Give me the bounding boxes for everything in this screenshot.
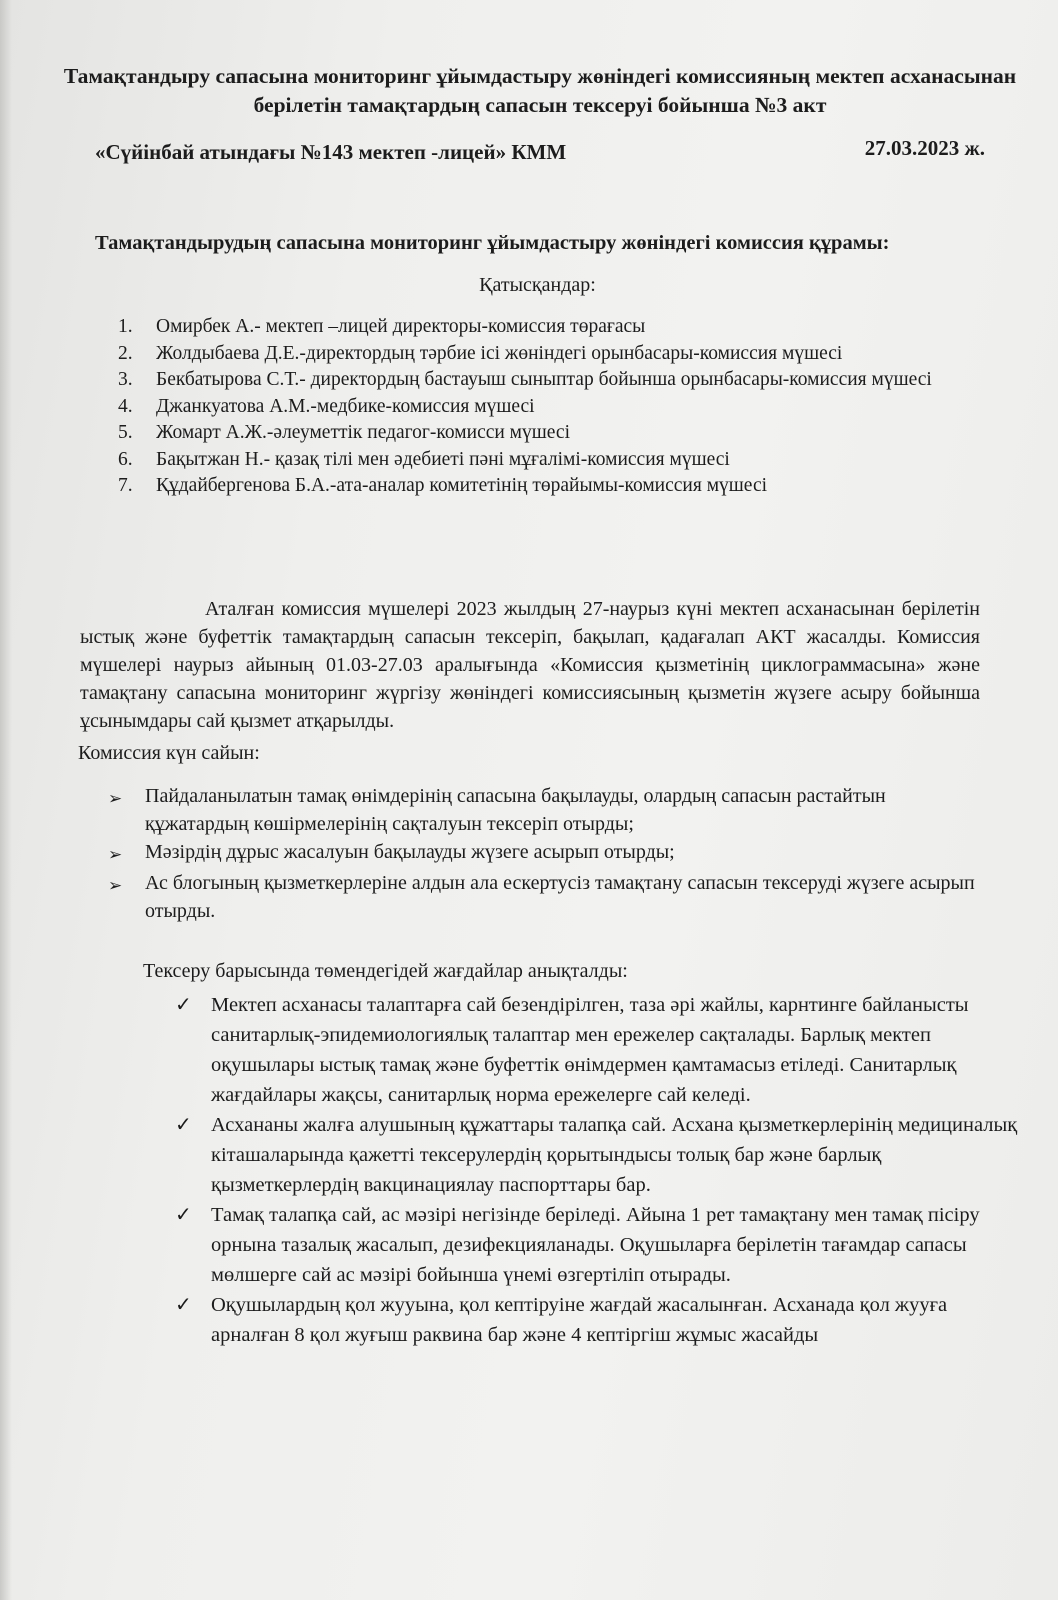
checkmark-icon: ✓	[175, 994, 192, 1016]
arrow-bullet-icon: ➢	[108, 876, 123, 895]
finding-item	[175, 1110, 1020, 1200]
member-number: 5.	[118, 422, 133, 443]
daily-task-item	[108, 782, 988, 838]
member-text: Омирбек А.- мектеп –лицей директоры-комиссия төрағасы	[156, 316, 646, 337]
organization-name: «Сүйінбай атындағы №143 мектеп -лицей» КММ	[95, 140, 567, 164]
main-paragraph: Аталған комиссия мүшелері 2023 жылдың 27-наурыз күні мектеп асханасынан берілетін ыстық және буфеттік тамақтардың сапасын тексеріп, бақылап, қадағалап АКТ жасалды. Комиссия мүшелері наурыз айының 01.03-27.03 аралығында «Комиссия қызметінің циклограммасына» және тамақтану сапасына мониторинг жүргізу жөніндегі комиссиясының қызметін жүзеге асыру бойынша ұсынымдары сай қызмет атқарылды.	[80, 598, 980, 732]
member-number: 2.	[118, 342, 133, 364]
member-text: Бақытжан Н.- қазақ тілі мен әдебиеті пәні мұғалімі-комиссия мүшесі	[156, 448, 730, 470]
participants-label: Қатысқандар:	[479, 274, 596, 296]
arrow-bullet-icon: ➢	[108, 845, 123, 864]
checkmark-icon: ✓	[175, 1114, 192, 1136]
daily-task-text: Пайдаланылатын тамақ өнімдерінің сапасына бақылауды, олардың сапасын растайтын құжатардың көшірмелерінің сақталуын тексеріп отырды;	[145, 785, 886, 835]
daily-tasks-list	[108, 782, 988, 925]
member-text: Жолдыбаева Д.Е.-директордың тәрбие ісі жөніндегі орынбасары-комиссия мүшесі	[156, 342, 843, 364]
member-item	[118, 367, 978, 394]
member-number: 6.	[118, 448, 133, 470]
finding-item	[175, 1290, 1020, 1350]
checkmark-icon: ✓	[175, 1294, 192, 1316]
daily-task-item	[108, 838, 988, 869]
document-title: Тамақтандыру сапасына мониторинг ұйымдастыру жөніндегі комиссияның мектеп асханасынан берілетін тамақтардың сапасын тексеруі бойынша №3 акт	[63, 64, 1017, 117]
member-item	[118, 394, 978, 421]
document-date: 27.03.2023 ж.	[864, 136, 985, 160]
member-number: 7.	[118, 475, 133, 496]
findings-list	[175, 990, 1020, 1350]
member-item	[118, 341, 978, 368]
daily-task-item	[108, 869, 988, 925]
arrow-bullet-icon: ➢	[108, 789, 123, 808]
member-item	[118, 314, 978, 341]
member-text: Джанкуатова А.М.-медбике-комиссия мүшесі	[156, 395, 535, 417]
member-text: Жомарт А.Ж.-әлеуметтік педагог-комисси мүшесі	[156, 422, 571, 443]
daily-task-text: Ас блогының қызметкерлеріне алдын ала ескертусіз тамақтану сапасын тексеруді жүзеге асырып отырды.	[145, 872, 975, 922]
composition-heading: Тамақтандырудың сапасына мониторинг ұйымдастыру жөніндегі комиссия құрамы:	[95, 232, 890, 254]
member-text: Құдайбергенова Б.А.-ата-аналар комитетінің төрайымы-комиссия мүшесі	[156, 475, 768, 496]
finding-text: Тамақ талапқа сай, ас мәзірі негізінде беріледі. Айына 1 рет тамақтану мен тамақ пісіру орнына тазалық жасалып, дезифекцияланады. Оқушыларға берілетін тағамдар сапасы мөлшерге сай ас мәзірі бойынша үнемі өзгертіліп отырады.	[211, 1204, 980, 1286]
member-number: 1.	[118, 316, 133, 337]
finding-text: Мектеп асханасы талаптарға сай безендірілген, таза әрі жайлы, карнтинге байланысты санитарлық-эпидемиологиялық талаптар мен ережелер сақталады. Барлық мектеп оқушылары ыстық тамақ және буфеттік өнімдермен қамтамасыз етіледі. Санитарлық жағдайлары жақсы, санитарлық норма ережелерге сай келеді.	[211, 994, 969, 1106]
checkmark-icon: ✓	[175, 1204, 192, 1226]
page-edge-shadow	[0, 0, 12, 1600]
finding-item	[175, 1200, 1020, 1290]
findings-label: Тексеру барысында төмендегідей жағдайлар анықталды:	[143, 960, 628, 982]
member-number: 4.	[118, 395, 133, 417]
finding-text: Оқушылардың қол жууына, қол кептіруіне жағдай жасалынған. Асханада қол жууға арналған 8 қол жуғыш раквина бар және 4 кептіргіш жұмыс жасайды	[211, 1294, 948, 1346]
member-number: 3.	[118, 369, 133, 390]
member-item	[118, 420, 978, 447]
daily-task-text: Мәзірдің дұрыс жасалуын бақылауды жүзеге асырып отырды;	[145, 841, 675, 863]
finding-text: Асхананы жалға алушының құжаттары талапқа сай. Асхана қызметкерлерінің медициналық кіташаларында қажетті тексерулердің қорытындысы толық бар және барлық қызметкерлердің вакцинациялау паспорттары бар.	[211, 1114, 1018, 1196]
member-item	[118, 473, 978, 500]
member-item	[118, 447, 978, 474]
member-text: Бекбатырова С.Т.- директордың бастауыш сыныптар бойынша орынбасары-комиссия мүшесі	[156, 369, 932, 390]
daily-label: Комиссия күн сайын:	[78, 742, 260, 764]
members-list	[118, 314, 978, 500]
finding-item	[175, 990, 1020, 1110]
